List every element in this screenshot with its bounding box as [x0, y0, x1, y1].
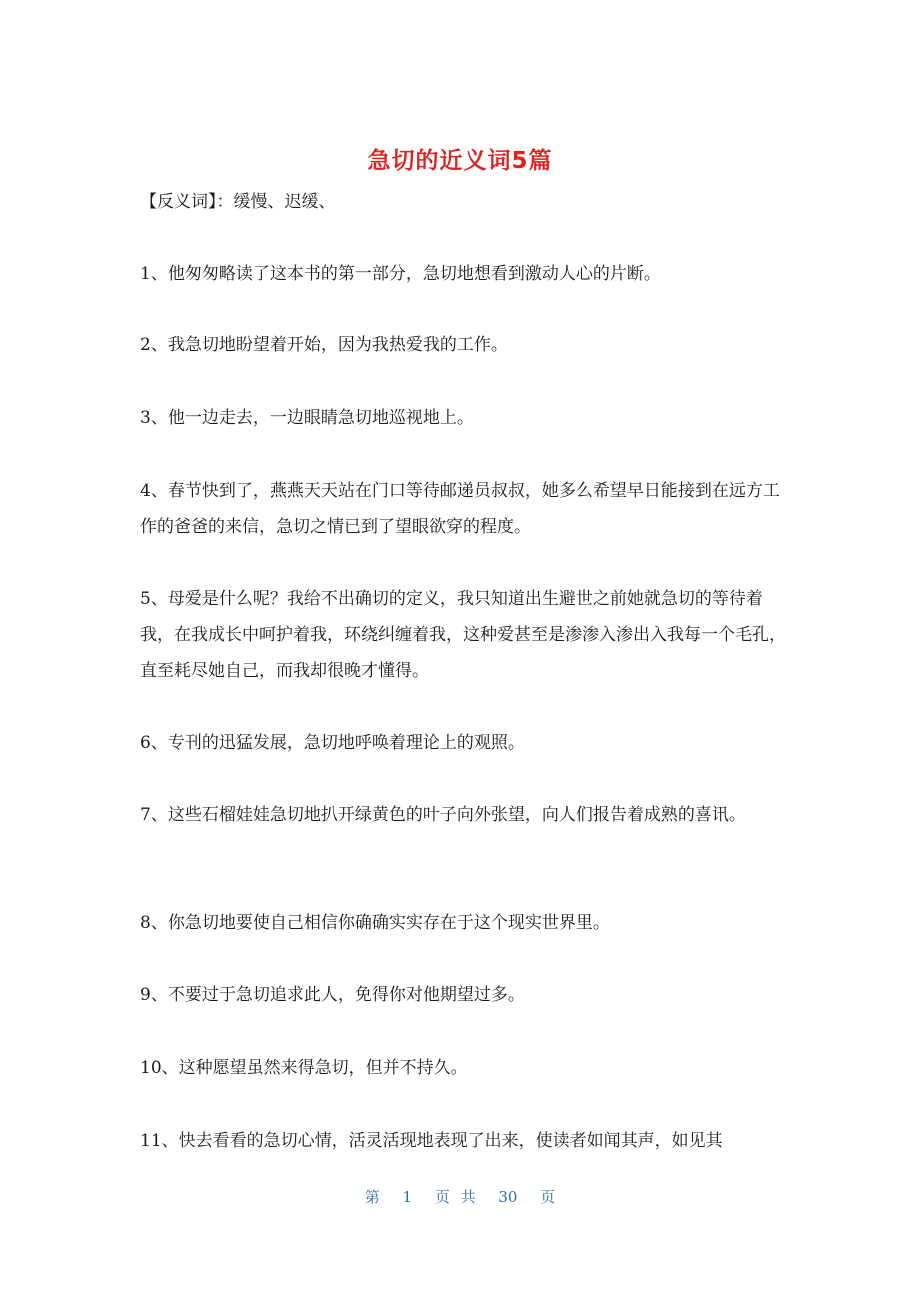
footer-current-page: 1 — [402, 1188, 413, 1206]
paragraph-5: 5、母爱是什么呢？我给不出确切的定义，我只知道出生避世之前她就急切的等待着我，在我成长中呵护着我，环绕纠缠着我，这种爱甚至是渗渗入渗出入我每一个毛孔，直至耗尽她自己，而我却很晚才懂得。 — [140, 589, 786, 681]
paragraph-11: 11、快去看看的急切心情，活灵活现地表现了出来，使读者如闻其声，如见其 — [140, 1131, 723, 1151]
paragraph-9: 9、不要过于急切追求此人，免得你对他期望过多。 — [140, 985, 525, 1005]
footer-mid: 页 共 — [434, 1188, 476, 1206]
paragraph-7: 7、这些石榴娃娃急切地扒开绿黄色的叶子向外张望，向人们报告着成熟的喜讯。 — [140, 805, 746, 825]
paragraph-3: 3、他一边走去，一边眼睛急切地巡视地上。 — [140, 408, 474, 428]
paragraph-10: 10、这种愿望虽然来得急切，但并不持久。 — [140, 1058, 468, 1078]
footer-total-pages: 30 — [498, 1188, 518, 1206]
page-footer — [0, 1186, 920, 1207]
document-title: 急切的近义词5篇 — [367, 148, 553, 174]
footer-suffix: 页 — [540, 1188, 556, 1206]
paragraph-8: 8、你急切地要使自己相信你确确实实存在于这个现实世界里。 — [140, 913, 610, 933]
footer-prefix: 第 — [364, 1188, 380, 1206]
paragraph-1: 1、他匆匆略读了这本书的第一部分，急切地想看到激动人心的片断。 — [140, 264, 661, 284]
paragraph-6: 6、专刊的迅猛发展，急切地呼唤着理论上的观照。 — [140, 733, 525, 753]
paragraph-2: 2、我急切地盼望着开始，因为我热爱我的工作。 — [140, 335, 508, 355]
antonyms-line: 【反义词】：缓慢、迟缓、 — [140, 192, 336, 212]
paragraph-4: 4、春节快到了，燕燕天天站在门口等待邮递员叔叔，她多么希望早日能接到在远方工作的爸爸的来信，急切之情已到了望眼欲穿的程度。 — [140, 481, 780, 537]
